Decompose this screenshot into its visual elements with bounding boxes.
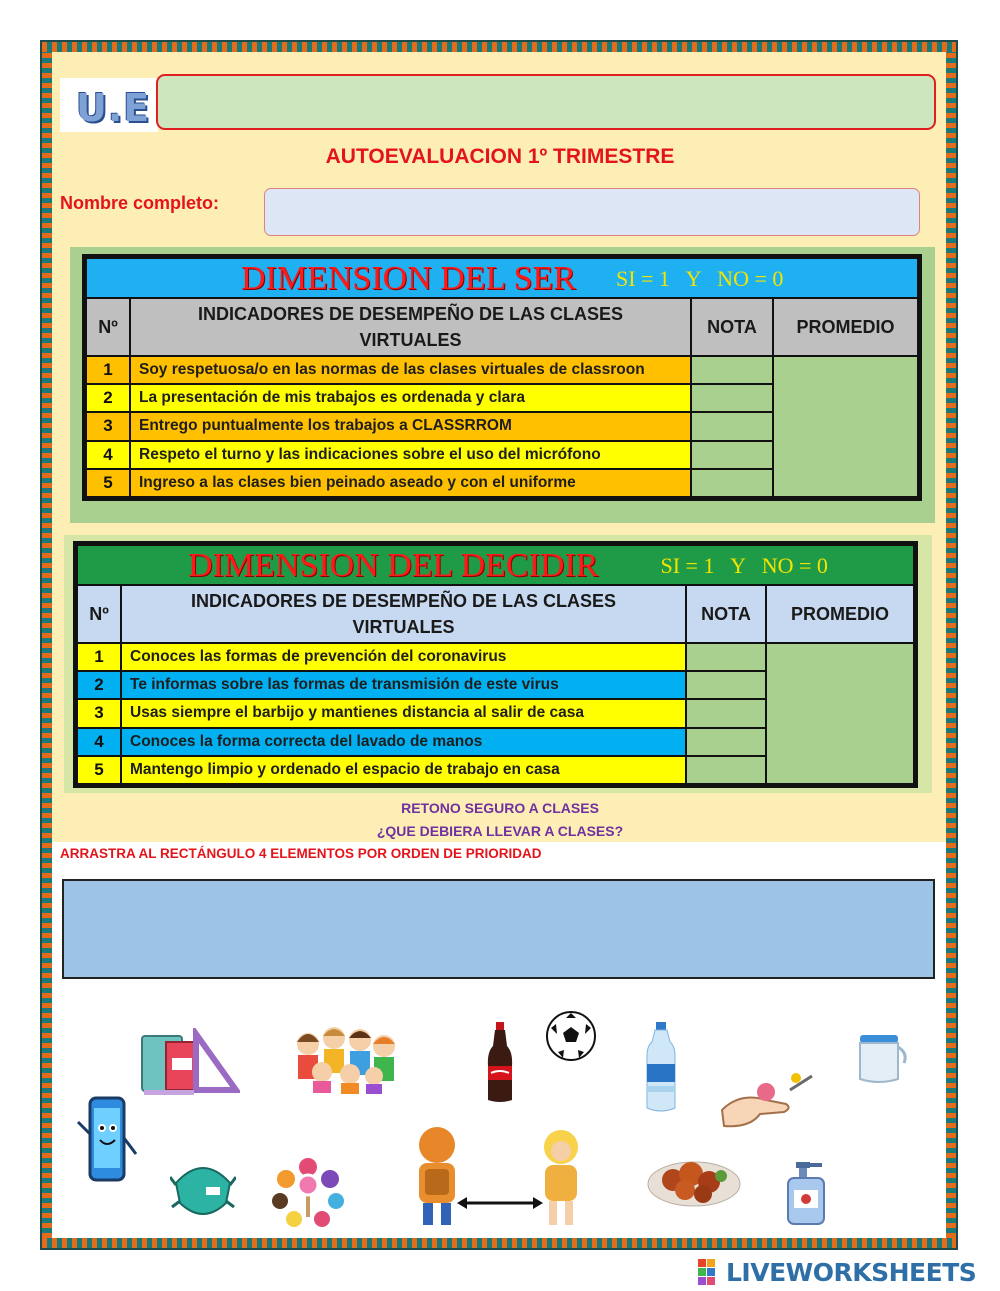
- decidir-nota-input[interactable]: [686, 728, 766, 756]
- ser-title: DIMENSION DEL SER: [241, 260, 576, 297]
- ser-promedio-input[interactable]: [773, 356, 918, 497]
- decidir-row-num: 5: [77, 756, 121, 784]
- face-mask-icon[interactable]: [170, 1157, 236, 1228]
- decidir-row-indicator: Usas siempre el barbijo y mantienes distancia al salir de casa: [121, 699, 686, 727]
- ser-col-indicators: INDICADORES DE DESEMPEÑO DE LAS CLASES VIRTUALES: [130, 298, 691, 356]
- decidir-col-indicators: INDICADORES DE DESEMPEÑO DE LAS CLASES VIRTUALES: [121, 585, 686, 643]
- children-group-icon[interactable]: [290, 1022, 400, 1099]
- decidir-row-num: 2: [77, 671, 121, 699]
- name-input[interactable]: [264, 188, 920, 236]
- decidir-col-num: Nº: [77, 585, 121, 643]
- ser-row-num: 2: [86, 384, 130, 412]
- ser-title-row: [86, 258, 918, 298]
- decidir-row-num: 1: [77, 643, 121, 671]
- decidir-title-row: [77, 545, 914, 585]
- ser-row-num: 1: [86, 356, 130, 384]
- decidir-row-indicator: Te informas sobre las formas de transmisión de este virus: [121, 671, 686, 699]
- decidir-col-nota: NOTA: [686, 585, 766, 643]
- ser-row-indicator: Entrego puntualmente los trabajos a CLASSRROM: [130, 412, 691, 440]
- ser-nota-input[interactable]: [691, 469, 773, 497]
- school-supplies-icon[interactable]: [140, 1028, 240, 1103]
- retono-question: ¿QUE DEBIERA LLEVAR A CLASES?: [376, 823, 624, 839]
- decidir-title: DIMENSION DEL DECIDIR: [188, 547, 599, 584]
- social-distance-kids-icon[interactable]: [405, 1125, 593, 1238]
- ser-col-nota: NOTA: [691, 298, 773, 356]
- retono-heading: RETONO SEGURO A CLASES: [401, 800, 599, 816]
- ser-nota-input[interactable]: [691, 356, 773, 384]
- cola-bottle-icon[interactable]: [485, 1022, 515, 1109]
- sweets-icon[interactable]: [270, 1155, 346, 1234]
- ser-row-indicator: La presentación de mis trabajos es ordenada y clara: [130, 384, 691, 412]
- ser-col-promedio: PROMEDIO: [773, 298, 918, 356]
- ser-rule: SI = 1 Y NO = 0: [615, 266, 784, 291]
- ser-row-indicator: Soy respetuosa/o en las normas de las clases virtuales de classroon: [130, 356, 691, 384]
- liveworksheets-text: LIVEWORKSHEETS: [726, 1257, 977, 1287]
- ser-row-indicator: Respeto el turno y las indicaciones sobre el uso del micrófono: [130, 441, 691, 469]
- name-label: Nombre completo:: [60, 193, 220, 213]
- decidir-row-num: 3: [77, 699, 121, 727]
- ser-nota-input[interactable]: [691, 412, 773, 440]
- ser-row-indicator: Ingreso a las clases bien peinado aseado y con el uniforme: [130, 469, 691, 497]
- face-shield-icon[interactable]: [856, 1033, 910, 1090]
- decidir-row-indicator: Conoces las formas de prevención del coronavirus: [121, 643, 686, 671]
- ser-row-num: 3: [86, 412, 130, 440]
- ser-row-num: 5: [86, 469, 130, 497]
- liveworksheets-logo-icon: [698, 1259, 726, 1285]
- decidir-col-promedio: PROMEDIO: [766, 585, 914, 643]
- ser-nota-input[interactable]: [691, 441, 773, 469]
- hand-sanitizer-drop-icon[interactable]: [720, 1070, 816, 1137]
- decidir-nota-input[interactable]: [686, 699, 766, 727]
- drop-zone[interactable]: [62, 879, 935, 979]
- water-bottle-icon[interactable]: [645, 1022, 677, 1119]
- fried-chicken-icon[interactable]: [645, 1152, 743, 1215]
- liveworksheets-brand: [698, 1258, 976, 1286]
- school-name-input[interactable]: [156, 74, 936, 130]
- decidir-row-indicator: Conoces la forma correcta del lavado de manos: [121, 728, 686, 756]
- ser-table: [82, 254, 922, 501]
- decidir-rule: SI = 1 Y NO = 0: [660, 553, 828, 578]
- ser-row-num: 4: [86, 441, 130, 469]
- ser-col-num: Nº: [86, 298, 130, 356]
- decidir-table: [73, 541, 918, 788]
- decidir-nota-input[interactable]: [686, 756, 766, 784]
- soccer-ball-icon[interactable]: [545, 1010, 597, 1067]
- sanitizer-bottle-icon[interactable]: [782, 1160, 830, 1233]
- decidir-nota-input[interactable]: [686, 643, 766, 671]
- school-logo: U.E: [76, 86, 151, 130]
- decidir-promedio-input[interactable]: [766, 643, 914, 784]
- drag-instruction: ARRASTRA AL RECTÁNGULO 4 ELEMENTOS POR ORDEN DE PRIORIDAD: [60, 846, 542, 861]
- page-title: AUTOEVALUACION 1º TRIMESTRE: [325, 145, 675, 168]
- decidir-nota-input[interactable]: [686, 671, 766, 699]
- decidir-row-indicator: Mantengo limpio y ordenado el espacio de trabajo en casa: [121, 756, 686, 784]
- decidir-row-num: 4: [77, 728, 121, 756]
- ser-nota-input[interactable]: [691, 384, 773, 412]
- smartphone-icon[interactable]: [76, 1094, 138, 1191]
